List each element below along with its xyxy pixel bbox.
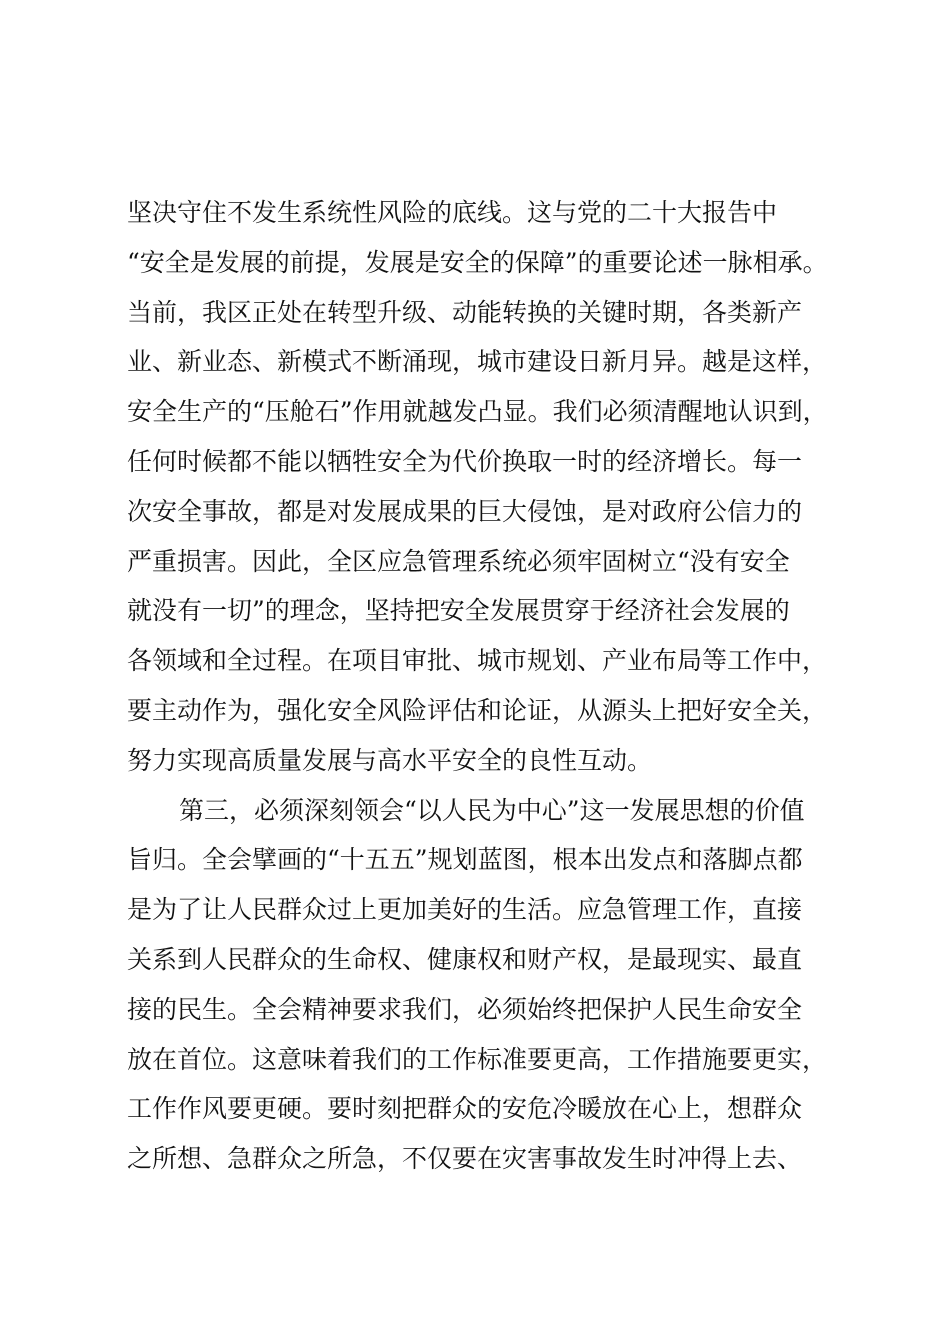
text-line: 任何时候都不能以牺牲安全为代价换取一时的经济增长。每一	[127, 446, 803, 476]
text-line: 安全生产的“压舱石”作用就越发凸显。我们必须清醒地认识到，	[127, 397, 828, 427]
text-line: 当前，我区正处在转型升级、动能转换的关键时期，各类新产	[127, 297, 803, 327]
text-line: 放在首位。这意味着我们的工作标准要更高，工作措施要更实，	[127, 1044, 828, 1074]
text-line: 各领域和全过程。在项目审批、城市规划、产业布局等工作中，	[127, 646, 828, 676]
text-line: 关系到人民群众的生命权、健康权和财产权，是最现实、最直	[127, 944, 803, 974]
body-text	[127, 188, 852, 1184]
text-line: 是为了让人民群众过上更加美好的生活。应急管理工作，直接	[127, 895, 803, 925]
text-line: 接的民生。全会精神要求我们，必须始终把保护人民生命安全	[127, 994, 803, 1024]
text-line: 次安全事故，都是对发展成果的巨大侵蚀，是对政府公信力的	[127, 496, 803, 526]
paragraph-start-line: 第三，必须深刻领会“以人民为中心”这一发展思想的价值	[179, 795, 805, 825]
text-line: 之所想、急群众之所急，不仅要在灾害事故发生时冲得上去、	[127, 1144, 803, 1174]
text-line: 努力实现高质量发展与高水平安全的良性互动。	[127, 745, 653, 775]
text-line: 要主动作为，强化安全风险评估和论证，从源头上把好安全关，	[127, 695, 828, 725]
text-line: 就没有一切”的理念，坚持把安全发展贯穿于经济社会发展的	[127, 596, 790, 626]
text-line: 旨归。全会擘画的“十五五”规划蓝图，根本出发点和落脚点都	[127, 845, 803, 875]
text-line: 工作作风要更硬。要时刻把群众的安危冷暖放在心上，想群众	[127, 1094, 803, 1124]
text-line: “安全是发展的前提，发展是安全的保障”的重要论述一脉相承。	[127, 247, 828, 277]
text-line: 严重损害。因此，全区应急管理系统必须牢固树立“没有安全	[127, 546, 790, 576]
text-line: 坚决守住不发生系统性风险的底线。这与党的二十大报告中	[127, 198, 778, 227]
text-line: 业、新业态、新模式不断涌现，城市建设日新月异。越是这样，	[127, 347, 828, 377]
